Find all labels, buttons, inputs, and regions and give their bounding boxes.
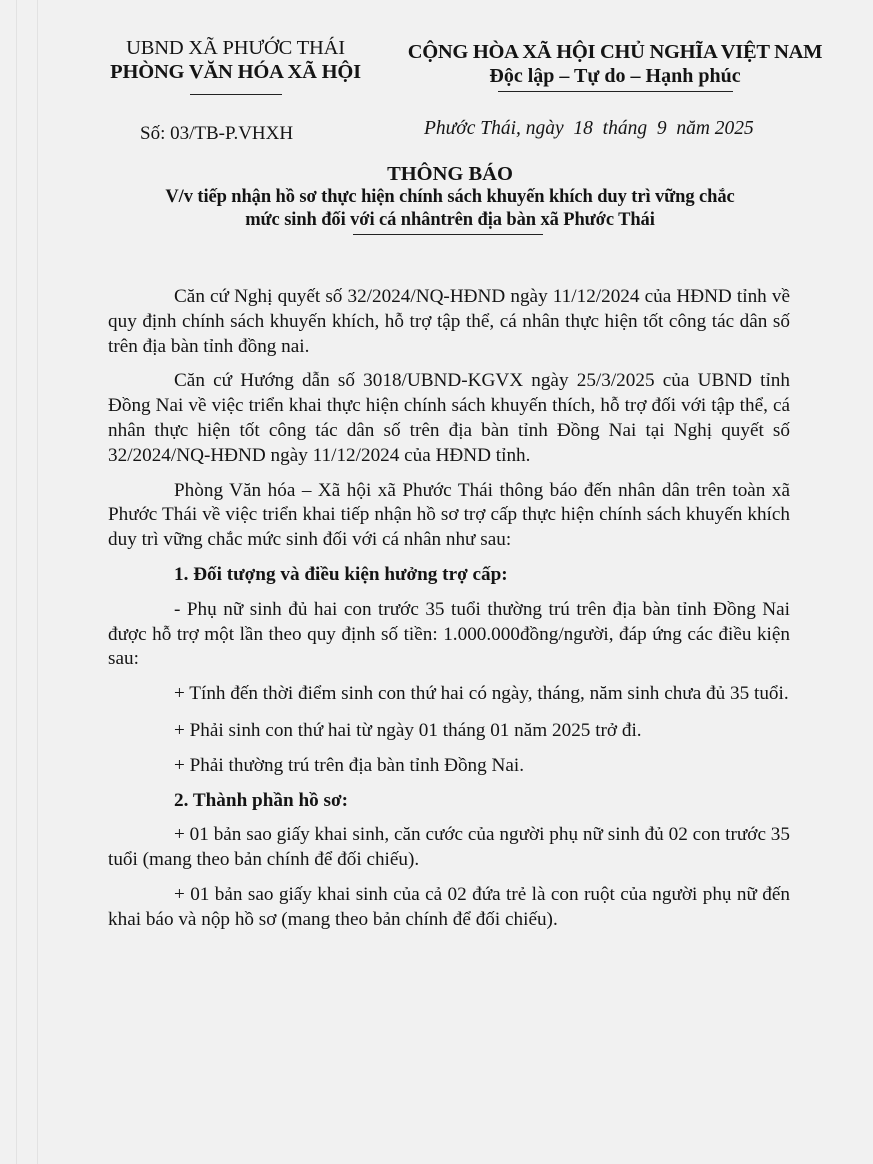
motto-divider [498, 91, 733, 92]
scan-artifact-line [16, 0, 17, 1164]
parent-organization: UBND XÃ PHƯỚC THÁI [126, 37, 345, 59]
document-title: THÔNG BÁO [387, 163, 513, 185]
subject-line-2: mức sinh đối với cá nhântrên địa bàn xã Phước Thái [245, 210, 655, 230]
eligibility-condition: + Phải sinh con thứ hai từ ngày 01 tháng 01 năm 2025 trở đi. [174, 719, 642, 741]
legal-basis-paragraph: Căn cứ Hướng dẫn số 3018/UBND-KGVX ngày 25/3/2025 của UBND tỉnh Đồng Nai về việc triển khai thực hiện chính sách khuyến thích, hỗ trợ đối với tập thể, cá nhân thực hiện tốt công tác dân số trên địa bàn tỉnh Đồng Nai tại Nghị quyết số 32/2024/NQ-HĐND ngày 11/12/2024 của HĐND tỉnh. [108, 370, 790, 466]
eligibility-condition: + Tính đến thời điểm sinh con thứ hai có ngày, tháng, năm sinh chưa đủ 35 tuổi. [174, 683, 789, 705]
national-motto: Độc lập – Tự do – Hạnh phúc [489, 65, 741, 87]
header-divider [190, 94, 282, 95]
announcement-paragraph: Phòng Văn hóa – Xã hội xã Phước Thái thông báo đến nhân dân trên toàn xã Phước Thái về việc triển khai tiếp nhận hồ sơ trợ cấp thực hiện chính sách khuyến khích duy trì vững chắc mức sinh đối với cá nhân như sau: [108, 479, 790, 551]
eligibility-intro: - Phụ nữ sinh đủ hai con trước 35 tuổi thường trú trên địa bàn tỉnh Đồng Nai được hỗ trợ một lần theo quy định số tiền: 1.000.000đồng/người, đáp ứng các điều kiện sau: [108, 598, 790, 670]
required-document-item: + 01 bản sao giấy khai sinh của cả 02 đứa trẻ là con ruột của người phụ nữ đến khai báo và nộp hồ sơ (mang theo bản chính để đối chiếu). [108, 883, 790, 930]
eligibility-condition: + Phải thường trú trên địa bàn tỉnh Đồng Nai. [174, 754, 525, 776]
national-header [385, 40, 845, 92]
required-document-item: + 01 bản sao giấy khai sinh, căn cước của người phụ nữ sinh đủ 02 con trước 35 tuổi (mang theo bản chính để đối chiếu). [108, 824, 790, 871]
issuing-authority-header [98, 36, 373, 95]
legal-basis-paragraph: Căn cứ Nghị quyết số 32/2024/NQ-HĐND ngày 11/12/2024 của HĐND tỉnh về quy định chính sách khuyến khích, hỗ trợ tập thể, cá nhân thực hiện tốt công tác dân số trên địa bàn tỉnh đồng nai. [108, 286, 790, 357]
issuing-department: PHÒNG VĂN HÓA XÃ HỘI [110, 61, 361, 83]
title-divider [353, 234, 543, 235]
document-number: Số: 03/TB-P.VHXH [140, 123, 294, 144]
title-block [150, 162, 750, 235]
national-name: CỘNG HÒA XÃ HỘI CHỦ NGHĨA VIỆT NAM [407, 41, 823, 63]
place-and-date: Phước Thái, ngày 18 tháng 9 năm 2025 [424, 118, 754, 139]
section-1-heading: 1. Đối tượng và điều kiện hưởng trợ cấp: [174, 563, 508, 585]
section-2-heading: 2. Thành phần hồ sơ: [174, 789, 348, 811]
scan-artifact-line [37, 0, 38, 1164]
document-body [108, 285, 790, 933]
subject-line-1: V/v tiếp nhận hồ sơ thực hiện chính sách khuyến khích duy trì vững chắc [165, 187, 735, 207]
